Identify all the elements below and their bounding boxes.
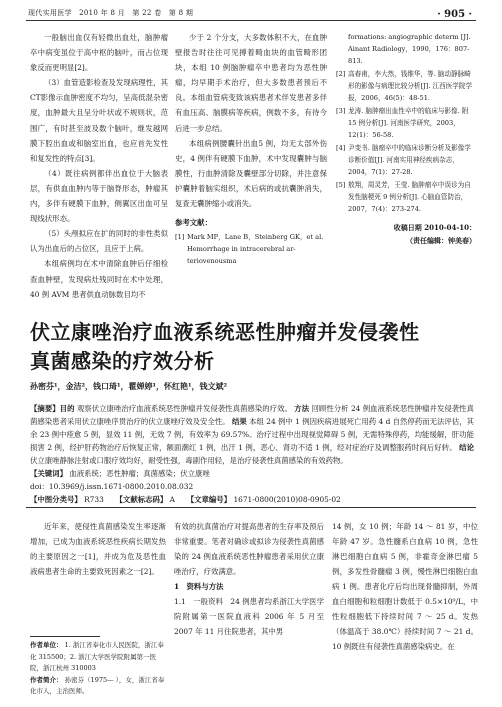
conclusion-label: 结论 bbox=[459, 443, 474, 452]
article-title bbox=[30, 318, 420, 376]
abstract-body bbox=[30, 402, 474, 467]
author-list: 孙密芬¹，金洁²，钱口琦¹，瞿婵婷¹，怀红艳¹，钱文斌² bbox=[30, 381, 228, 391]
abstract-method: 回顾性分析 24 例血液系统恶性肿瘤并发侵袭性真菌感染患者采用伏立康唑序贯治疗的伏立康唑疗效及安全性。 bbox=[30, 404, 474, 426]
keywords: 血液系统；恶性肿瘤；真菌感染；伏立康唑 bbox=[69, 469, 210, 478]
abstract-label: 【摘要】目的 bbox=[30, 404, 75, 413]
prev-article-column-1 bbox=[30, 30, 168, 302]
reference-item bbox=[336, 31, 476, 67]
abstract-conclusion: 伏立康唑静脉注射或口服疗效均好，耐受性强，毒副作用轻，是治疗侵袭性真菌感染的有效药物。 bbox=[30, 456, 348, 465]
reference-number: [4] bbox=[336, 144, 346, 152]
responsible-editor: （责任编辑：钟美春） bbox=[406, 236, 476, 245]
reference-number: [1] bbox=[175, 233, 185, 242]
paragraph: 近年来，使侵性真菌感染发生率逐渐增加，已成为血液系统恶性疾病长期发热的主要原因之一[1]，并成为危及恶性血液病患者生命的主要致死因素之一[2]。 bbox=[30, 522, 166, 576]
paragraph: （4）既往病例都伴出血位于大脑表层，有供血血肿内等于脑脊形态，肿瘤其内，多伴有硬膜下血肿，侧翼区出血可呈现线状形态。 bbox=[30, 168, 168, 224]
running-header: 现代实用医学 2010 年 8 月 第 22 卷 第 8 期 bbox=[28, 9, 194, 17]
paragraph: （5）头颅拟应在扩的同时的非性类似认为出血后的占位区，且应于上病。 bbox=[30, 229, 168, 254]
reference-text: formations: angiographic determ [J]. Ainant Radiology，1990，176：807-813. bbox=[348, 33, 471, 65]
paragraph: 有效的抗真菌治疗对提高患者的生存率及预后非常重要。笔者对确诊或拟诊为侵袭性真菌感染的 24 例血液系统恶性肿瘤患者采用伏立康唑治疗，疗效满意。 bbox=[174, 522, 324, 576]
section-rule bbox=[26, 507, 476, 508]
affiliation-text: 1. 浙江省奉化市人民医院，浙江奉化 315500；2. 浙江大学医学院附属第一医院，浙江杭州 310003 bbox=[30, 641, 164, 672]
paragraph: （3）血管造影检查及发现病理性，其CT影像示血肿密度不均匀，呈高低混杂密度，血肿最大且呈分叶状或不规则状，范围广，有时甚至波及数个脑叶，继发越网膜下腔出血或和脑室出血，也应首先发性和复发性的特点[3]。 bbox=[30, 78, 168, 163]
prev-article-column-2 bbox=[175, 30, 327, 267]
section-heading: 1 资料与方法 bbox=[174, 582, 224, 591]
author-bio bbox=[30, 675, 166, 698]
reference-number: [3] bbox=[336, 107, 346, 115]
body-column-1 bbox=[30, 519, 166, 579]
paragraph: 1.1 一般资料 24 例患者均系浙江大学医学院附属第一医院血液科 2006 年 5 月至 2007 年 11 月住院患者，其中男 bbox=[174, 597, 324, 636]
reference-item bbox=[336, 179, 476, 215]
affiliation-label: 作者单位： bbox=[30, 641, 63, 649]
paragraph: 一般脑出血仅有轻微出血灶，脑肿瘤卒中病变虽位于高中枢的脑叶，而占位现象反而更明显[2]。 bbox=[30, 33, 168, 73]
header-rule bbox=[26, 20, 476, 21]
doc-code: A bbox=[169, 495, 175, 504]
article-number-label: 【文章编号】 bbox=[186, 495, 232, 504]
reference-item bbox=[336, 142, 476, 178]
reference-item bbox=[336, 68, 476, 104]
reference-item bbox=[336, 105, 476, 141]
footnote-rule bbox=[30, 636, 100, 637]
reference-text: 高春甫，李大然，钱维华，等. 脑动静脉畸形的影像与病理比较分析[J]. 江西医学院学报，2006，46(5)：48-51. bbox=[348, 70, 473, 102]
reference-text: 尹变书. 脑瘤卒中的临床诊断分析及影像学诊断价值[J]. 河南实用神经疾病杂志，2004，7(1)：27-28. bbox=[348, 144, 471, 176]
body-column-2 bbox=[174, 519, 324, 639]
article-number: 1671-0800(2010)08-0905-02 bbox=[233, 495, 341, 504]
method-label: 方法 bbox=[294, 404, 310, 413]
reference-number: [5] bbox=[336, 181, 346, 189]
paragraph: 少于 2 个分支，大多数体积不大，在血肿壁报告时往往可见搏着畸血块的血管畸形团块，本组 10 例脑肿瘤卒中患者均为恶性肿瘤，均早期手术治疗，但大多数患者预后不良。本组血管病变致该病患者术伴发患者多伴有血压高、脑膜病等疾病，例数不多，有待今后进一步总结。 bbox=[175, 33, 327, 133]
clc-code: R733 bbox=[84, 495, 104, 504]
abstract-result: 本组 24 例中 1 例因疾病进展死亡用药 4 d 自然停药而无法评估，其余 23 例中痊愈 5 例，显效 11 例，无效 7 例，有效率为 69.57%。治疗过程中出现视觉障碍 5 例，无需特殊停药，均能缓解，肝功能损害 2 例，经护肝药物治疗后恢复正常，额面潮红 1 例，出汗 1 例，恶心、肾功不适 1 例，经对症治疗及调整服药时间后好转。 bbox=[30, 417, 474, 452]
doi: doi：10.3969/j.issn.1671-0800.2010.08.032 bbox=[30, 482, 194, 491]
keywords-line bbox=[30, 467, 474, 480]
article-title-line-2: 真菌感染的疗效分析 bbox=[30, 349, 215, 373]
result-label: 结果 bbox=[231, 417, 247, 426]
paragraph: 14 例，女 10 例；年龄 14 ～ 81 岁，中位年龄 47 岁。急性髓系白血病 10 例，急性淋巴细胞白血病 5 例，非霍奇金淋巴瘤 5 例，多发性骨髓瘤 3 例，慢性淋巴细胞白血病 1 例。患者化疗后均出现骨髓抑制，外周血白细胞和粒细胞计数低于 0.5×10⁹/L，中性粒细胞低下持续时间 7 ～ 25 d。发热（体温高于 38.0℃）持续时间 7 ～ 21 d。10 例既往有侵袭性真菌感染病史。在 bbox=[332, 522, 478, 651]
page-number: · 905 · bbox=[437, 9, 472, 20]
clc-label: 【中图分类号】 bbox=[30, 495, 82, 504]
bio-text: 孙密芬（1975— ），女，浙江省奉化市人，主治医师。 bbox=[30, 675, 165, 695]
keywords-label: 【关键词】 bbox=[30, 469, 67, 478]
received-date: 收稿日期 2010-04-10： bbox=[393, 223, 476, 232]
bio-label: 作者简介： bbox=[30, 675, 63, 684]
classification-line bbox=[30, 493, 474, 506]
author-affiliation bbox=[30, 640, 166, 675]
paragraph: 本组病例均在术中清除血肿后仔细检查血肿壁，发现病灶残同时在术中处理，40 例 AVM 患者供血动脉数目均不 bbox=[30, 259, 168, 299]
reference-item bbox=[175, 231, 327, 267]
reference-text: 敖翔，周灵芳，王莹. 脑肿瘤卒中误诊为自发性脑梗死 9 例分析[J]. 心脑血管防治，2007，7(4)：273-274. bbox=[348, 181, 471, 213]
abstract bbox=[30, 402, 474, 506]
prev-article-column-3 bbox=[336, 30, 476, 247]
reference-number: [2] bbox=[336, 70, 346, 78]
reference-text: Mark MP，Lane B，Steinberg GK，et al. Hemorrhage in intracerebral ar-teriovenousma bbox=[187, 233, 324, 266]
body-column-3 bbox=[332, 519, 478, 654]
doc-code-label: 【文献标志码】 bbox=[115, 495, 168, 504]
paragraph: 本组病例腰囊针出血5 例，均无太部外伤史，4 例伴有硬膜下血肿，术中发现囊肿与脑膜性，行血肿清除及囊壁部分切除，并注意保护囊肿着脑实组织，术后病的或抗囊肿消失，复查无囊肿缩小或消失。 bbox=[175, 138, 327, 209]
references-heading: 参考文献： bbox=[175, 218, 212, 228]
reference-text: 龙涛. 脑肿瘤出血性卒中的临床与影像. 附 15 例分析[J]. 河南医学研究，2003，12(1)：56-58. bbox=[348, 107, 469, 139]
reference-number bbox=[336, 31, 348, 67]
article-title-line-1: 伏立康唑治疗血液系统恶性肿瘤并发侵袭性 bbox=[30, 320, 420, 344]
author-footnote bbox=[30, 640, 166, 698]
abstract-objective: 观察伏立康唑治疗血液系统恶性肿瘤并发侵袭性真菌感染的疗效。 bbox=[76, 404, 292, 413]
